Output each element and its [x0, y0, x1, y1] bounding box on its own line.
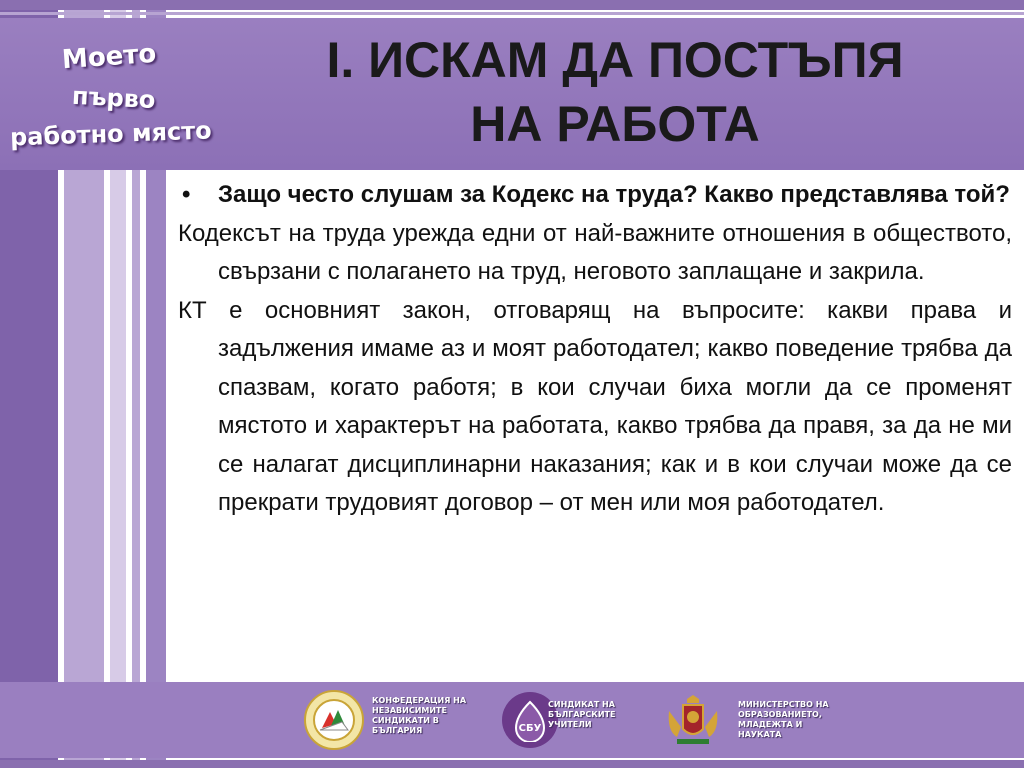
question-text: Защо често слушам за Кодекс на труда? Какво представлява той? — [218, 181, 1010, 208]
sbu-emblem-text: СБУ — [518, 723, 542, 734]
slide-title-line-2: НА РАБОТА — [470, 96, 760, 152]
slide-title-line-1: I. ИСКАМ ДА ПОСТЪПЯ — [326, 32, 904, 88]
paragraph-1: Кодексът на труда урежда едни от най-важните отношения в обществото, свързани с полагането на труд, неговото заплащане и закрила. — [178, 219, 1012, 285]
org-label-ministry: МИНИСТЕРСТВО НА ОБРАЗОВАНИЕТО, МЛАДЕЖТА И НАУКАТА — [738, 700, 829, 739]
top-border — [0, 0, 1024, 10]
coat-of-arms-icon — [662, 690, 724, 752]
bullet-question — [178, 176, 1012, 215]
paragraph-2: КТ е основният закон, отговарящ на въпросите: какви права и задължения имаме аз и моят работодател; какво поведение трябва да спазвам, когато работя; в кои случаи биха могли да се променят мястото и характерът на работата, какво трябва да правя, за да не ми се налагат дисциплинарни наказания; как и в кои случаи може да се прекрати трудовият договор – от мен или моя работодател. — [178, 296, 1012, 516]
bottom-border — [0, 760, 1024, 768]
knsb-logo-icon — [304, 690, 364, 750]
logo-line-3: работно място — [9, 116, 213, 152]
logo-line-2: първо — [71, 81, 157, 115]
top-border-thin — [0, 12, 1024, 15]
logo-line-1: Моето — [61, 38, 158, 76]
org-label-knsb: КОНФЕДЕРАЦИЯ НА НЕЗАВИСИМИТЕ СИНДИКАТИ В БЪЛГАРИЯ — [372, 696, 467, 735]
project-logo — [10, 38, 220, 168]
slide-title — [230, 28, 1000, 156]
bullet-icon: • — [182, 181, 191, 208]
org-label-sbu: СИНДИКАТ НА БЪЛГАРСКИТЕ УЧИТЕЛИ — [548, 700, 616, 729]
slide-body — [178, 176, 1012, 523]
